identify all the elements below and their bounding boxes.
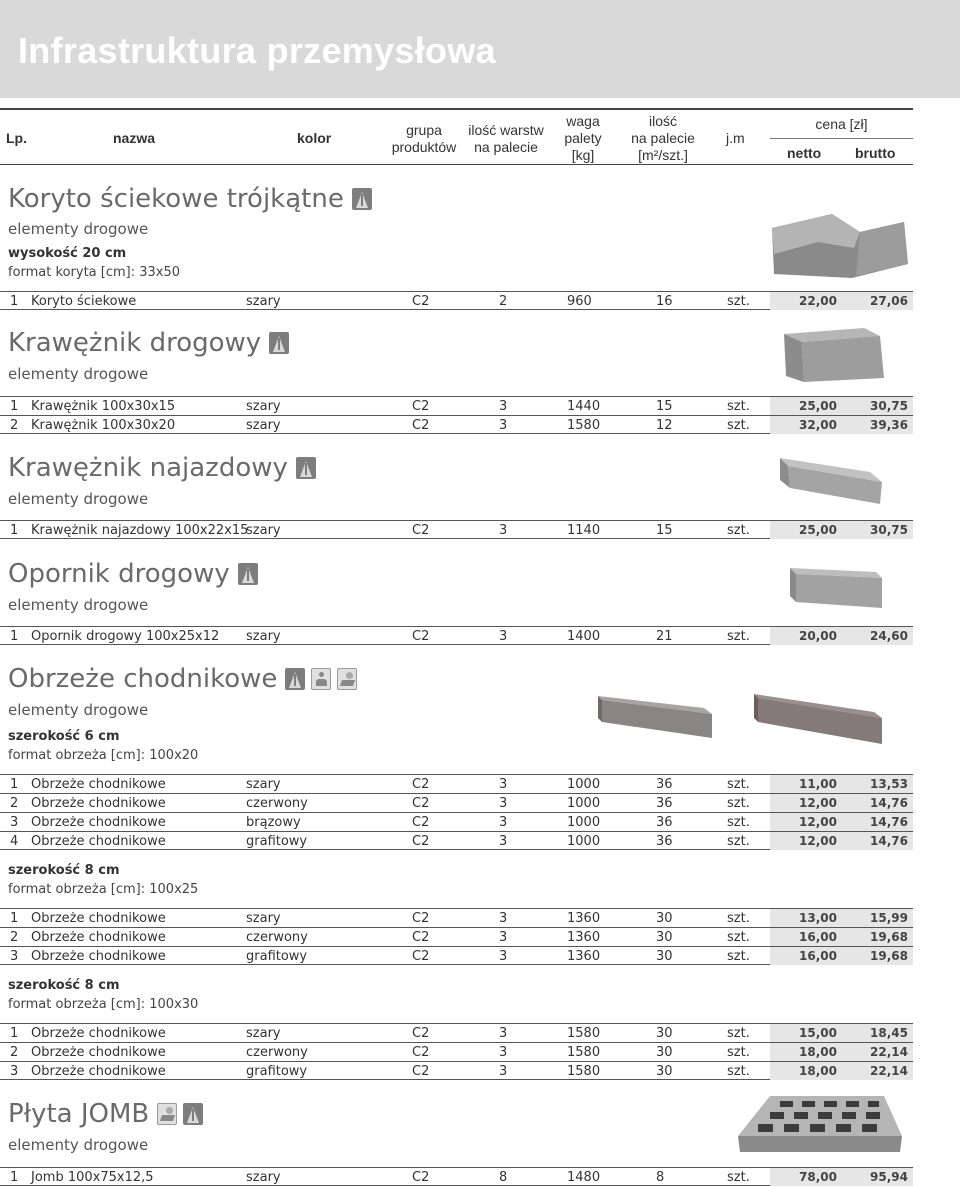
cell-brutto: 95,94	[870, 1170, 908, 1184]
cell-netto: 12,00	[799, 815, 837, 829]
cell-netto: 12,00	[799, 796, 837, 810]
cell-netto: 20,00	[799, 629, 837, 643]
cell-kolor: czerwony	[246, 796, 308, 811]
cell-netto: 15,00	[799, 1026, 837, 1040]
cell-nazwa: Obrzeże chodnikowe	[31, 815, 166, 830]
road-icon	[296, 457, 316, 479]
cell-kolor: grafitowy	[246, 949, 308, 964]
table-row	[0, 831, 913, 850]
cell-jm: szt.	[727, 834, 750, 849]
table-row	[0, 812, 913, 831]
table-header	[0, 108, 913, 165]
cell-nazwa: Krawężnik 100x30x20	[31, 418, 176, 433]
cell-grupa: C2	[412, 629, 430, 644]
cell-nazwa: Krawężnik najazdowy 100x22x15	[31, 523, 249, 538]
cell-lp: 2	[10, 418, 19, 433]
cell-nazwa: Obrzeże chodnikowe	[31, 834, 166, 849]
col-netto: netto	[787, 145, 822, 161]
price-cell	[770, 813, 913, 831]
cell-nazwa: Obrzeże chodnikowe	[31, 1064, 166, 1079]
table-row	[0, 396, 913, 415]
price-cell	[770, 794, 913, 812]
cell-nazwa: Krawężnik 100x30x15	[31, 399, 176, 414]
cell-brutto: 24,60	[870, 629, 908, 643]
cell-nazwa: Obrzeże chodnikowe	[31, 796, 166, 811]
cell-warstw: 8	[499, 1170, 508, 1185]
cell-brutto: 22,14	[870, 1045, 908, 1059]
cell-waga: 960	[567, 294, 592, 309]
section-title	[8, 559, 258, 589]
cell-grupa: C2	[412, 777, 430, 792]
cell-ilosc: 30	[656, 911, 673, 926]
cell-netto: 78,00	[799, 1170, 837, 1184]
cell-lp: 1	[10, 1170, 19, 1185]
road-icon	[269, 332, 289, 354]
cell-brutto: 14,76	[870, 796, 908, 810]
table-row	[0, 908, 913, 927]
cell-grupa: C2	[412, 1170, 430, 1185]
section-title	[8, 453, 316, 483]
cell-jm: szt.	[727, 949, 750, 964]
cell-nazwa: Obrzeże chodnikowe	[31, 911, 166, 926]
table-row	[0, 1023, 913, 1042]
cell-waga: 1440	[567, 399, 601, 414]
cell-kolor: szary	[246, 629, 281, 644]
table-row	[0, 626, 913, 645]
cell-kolor: brązowy	[246, 815, 301, 830]
cell-netto: 32,00	[799, 418, 837, 432]
section-title-text: Krawężnik najazdowy	[8, 453, 288, 483]
page-header	[0, 0, 960, 98]
cell-lp: 1	[10, 399, 19, 414]
cell-warstw: 3	[499, 815, 508, 830]
cell-netto: 16,00	[799, 930, 837, 944]
cell-waga: 1400	[567, 629, 601, 644]
table-row	[0, 927, 913, 946]
cell-ilosc: 16	[656, 294, 673, 309]
cell-jm: szt.	[727, 294, 750, 309]
table-row	[0, 1167, 913, 1186]
cell-brutto: 39,36	[870, 418, 908, 432]
col-waga-line3: [kg]	[571, 147, 595, 163]
cell-waga: 1000	[567, 777, 601, 792]
cell-jm: szt.	[727, 777, 750, 792]
cell-waga: 1360	[567, 911, 601, 926]
cell-netto: 25,00	[799, 523, 837, 537]
cell-waga: 1360	[567, 930, 601, 945]
cell-kolor: grafitowy	[246, 1064, 308, 1079]
product-image-opornik	[786, 562, 886, 614]
cell-brutto: 19,68	[870, 949, 908, 963]
cell-warstw: 3	[499, 1045, 508, 1060]
section-subtitle: elementy drogowe	[8, 1136, 149, 1154]
cell-waga: 1580	[567, 418, 601, 433]
cell-nazwa: Obrzeże chodnikowe	[31, 1045, 166, 1060]
section-title	[8, 664, 357, 694]
variant-format: format obrzeża [cm]: 100x30	[8, 997, 199, 1012]
product-image-kraweznik-drogowy	[780, 322, 888, 386]
col-warstw	[462, 122, 550, 156]
garden-icon	[337, 668, 357, 690]
cell-nazwa: Obrzeże chodnikowe	[31, 949, 166, 964]
cell-warstw: 3	[499, 523, 508, 538]
section-subtitle: elementy drogowe	[8, 701, 149, 719]
cell-jm: szt.	[727, 930, 750, 945]
product-image-koryto	[768, 204, 910, 286]
cell-brutto: 27,06	[870, 294, 908, 308]
cell-jm: szt.	[727, 796, 750, 811]
table-row	[0, 793, 913, 812]
cell-kolor: szary	[246, 523, 281, 538]
product-image-kraweznik-najazdowy	[776, 452, 886, 510]
cell-warstw: 3	[499, 1064, 508, 1079]
price-cell	[770, 1062, 913, 1080]
road-icon	[183, 1103, 203, 1125]
cell-kolor: szary	[246, 418, 281, 433]
product-image-obrzeze-czerwone	[750, 690, 886, 750]
cell-lp: 3	[10, 949, 19, 964]
col-waga-line2: palety	[564, 130, 602, 146]
cell-brutto: 22,14	[870, 1064, 908, 1078]
cell-ilosc: 36	[656, 777, 673, 792]
product-image-jomb	[734, 1092, 906, 1158]
cell-warstw: 3	[499, 930, 508, 945]
cell-netto: 22,00	[799, 294, 837, 308]
cell-waga: 1140	[567, 523, 601, 538]
col-cena: cena [zł]	[770, 110, 913, 139]
col-ilosc-line2: na palecie	[631, 130, 695, 146]
cell-brutto: 13,53	[870, 777, 908, 791]
col-waga-line1: waga	[566, 113, 600, 129]
price-cell	[770, 627, 913, 645]
cell-kolor: czerwony	[246, 930, 308, 945]
col-grupa	[384, 122, 464, 156]
cell-warstw: 3	[499, 796, 508, 811]
cell-ilosc: 36	[656, 834, 673, 849]
section-title-text: Obrzeże chodnikowe	[8, 664, 278, 694]
cell-kolor: szary	[246, 399, 281, 414]
cell-waga: 1480	[567, 1170, 601, 1185]
cell-netto: 16,00	[799, 949, 837, 963]
price-cell	[770, 928, 913, 946]
cell-grupa: C2	[412, 523, 430, 538]
garden-icon	[157, 1103, 177, 1125]
cell-warstw: 3	[499, 1026, 508, 1041]
cell-lp: 2	[10, 930, 19, 945]
cell-waga: 1580	[567, 1026, 601, 1041]
cell-ilosc: 30	[656, 1026, 673, 1041]
cell-grupa: C2	[412, 1026, 430, 1041]
cell-ilosc: 12	[656, 418, 673, 433]
cell-warstw: 3	[499, 399, 508, 414]
cell-kolor: czerwony	[246, 1045, 308, 1060]
cell-lp: 1	[10, 523, 19, 538]
cell-kolor: szary	[246, 777, 281, 792]
price-cell	[770, 1043, 913, 1061]
cell-netto: 18,00	[799, 1064, 837, 1078]
cell-kolor: szary	[246, 1026, 281, 1041]
cell-jm: szt.	[727, 629, 750, 644]
cell-grupa: C2	[412, 834, 430, 849]
variant-label: szerokość 8 cm	[8, 978, 120, 993]
cell-nazwa: Obrzeże chodnikowe	[31, 930, 166, 945]
cell-waga: 1000	[567, 834, 601, 849]
cell-grupa: C2	[412, 1045, 430, 1060]
cell-ilosc: 8	[656, 1170, 665, 1185]
price-cell	[770, 416, 913, 434]
cell-jm: szt.	[727, 1026, 750, 1041]
cell-lp: 1	[10, 629, 19, 644]
cell-lp: 4	[10, 834, 19, 849]
col-jm: j.m	[726, 130, 745, 146]
cell-lp: 1	[10, 777, 19, 792]
road-icon	[352, 188, 372, 210]
cell-grupa: C2	[412, 930, 430, 945]
cell-brutto: 14,76	[870, 834, 908, 848]
cell-ilosc: 15	[656, 523, 673, 538]
cell-jm: szt.	[727, 1064, 750, 1079]
cell-brutto: 15,99	[870, 911, 908, 925]
road-icon	[285, 668, 305, 690]
cell-warstw: 3	[499, 777, 508, 792]
cell-ilosc: 30	[656, 1045, 673, 1060]
cell-nazwa: Obrzeże chodnikowe	[31, 1026, 166, 1041]
cell-grupa: C2	[412, 796, 430, 811]
table-row	[0, 946, 913, 965]
cell-waga: 1580	[567, 1045, 601, 1060]
col-grupa-line2: produktów	[391, 139, 457, 155]
road-icon	[238, 563, 258, 585]
col-ilosc-line3: [m²/szt.]	[638, 147, 688, 163]
cell-grupa: C2	[412, 1064, 430, 1079]
cell-netto: 12,00	[799, 834, 837, 848]
cell-ilosc: 30	[656, 1064, 673, 1079]
cell-warstw: 2	[499, 294, 508, 309]
cell-grupa: C2	[412, 815, 430, 830]
product-image-obrzeze-szare	[594, 690, 718, 748]
price-cell	[770, 1024, 913, 1042]
col-waga	[553, 113, 613, 164]
page-title: Infrastruktura przemysłowa	[18, 30, 496, 71]
col-grupa-line1: grupa	[406, 122, 442, 138]
cell-nazwa: Jomb 100x75x12,5	[31, 1170, 154, 1185]
cell-netto: 13,00	[799, 911, 837, 925]
cell-brutto: 30,75	[870, 523, 908, 537]
section-title-text: Opornik drogowy	[8, 559, 230, 589]
cell-waga: 1000	[567, 796, 601, 811]
cell-brutto: 19,68	[870, 930, 908, 944]
cell-warstw: 3	[499, 911, 508, 926]
cell-kolor: grafitowy	[246, 834, 308, 849]
cell-kolor: szary	[246, 294, 281, 309]
price-cell	[770, 832, 913, 850]
cell-lp: 2	[10, 1045, 19, 1060]
col-lp: Lp.	[6, 130, 27, 146]
col-kolor: kolor	[297, 130, 332, 146]
table-row	[0, 520, 913, 539]
cell-lp: 1	[10, 294, 19, 309]
cell-grupa: C2	[412, 949, 430, 964]
cell-nazwa: Obrzeże chodnikowe	[31, 777, 166, 792]
col-brutto: brutto	[855, 145, 896, 161]
table-row	[0, 415, 913, 434]
col-warstw-line1: ilość warstw	[468, 122, 544, 138]
cell-ilosc: 36	[656, 815, 673, 830]
variant-format: format obrzeża [cm]: 100x20	[8, 748, 199, 763]
col-nazwa: nazwa	[113, 130, 156, 146]
variant-label: szerokość 6 cm	[8, 729, 120, 744]
section-subtitle: elementy drogowe	[8, 596, 149, 614]
cell-ilosc: 36	[656, 796, 673, 811]
cell-grupa: C2	[412, 911, 430, 926]
variant-format: format koryta [cm]: 33x50	[8, 265, 181, 280]
cell-grupa: C2	[412, 399, 430, 414]
cell-kolor: szary	[246, 911, 281, 926]
col-ilosc	[622, 113, 704, 164]
cell-waga: 1360	[567, 949, 601, 964]
cell-grupa: C2	[412, 418, 430, 433]
cell-lp: 1	[10, 1026, 19, 1041]
cell-jm: szt.	[727, 1170, 750, 1185]
col-ilosc-line1: ilość	[648, 113, 677, 129]
cell-waga: 1000	[567, 815, 601, 830]
cell-jm: szt.	[727, 1045, 750, 1060]
section-title-text: Koryto ściekowe trójkątne	[8, 184, 344, 214]
price-cell	[770, 1168, 913, 1186]
cell-lp: 2	[10, 796, 19, 811]
cell-nazwa: Opornik drogowy 100x25x12	[31, 629, 220, 644]
cell-brutto: 14,76	[870, 815, 908, 829]
cell-warstw: 3	[499, 418, 508, 433]
cell-lp: 1	[10, 911, 19, 926]
cell-jm: szt.	[727, 523, 750, 538]
section-title	[8, 328, 289, 358]
cell-ilosc: 30	[656, 949, 673, 964]
table-row	[0, 291, 913, 310]
cell-jm: szt.	[727, 815, 750, 830]
cell-lp: 3	[10, 815, 19, 830]
variant-label: wysokość 20 cm	[8, 246, 127, 261]
table-row	[0, 1042, 913, 1061]
cell-waga: 1580	[567, 1064, 601, 1079]
col-warstw-line2: na palecie	[474, 139, 538, 155]
section-title	[8, 184, 372, 214]
price-cell	[770, 292, 913, 310]
cell-lp: 3	[10, 1064, 19, 1079]
cell-grupa: C2	[412, 294, 430, 309]
cell-warstw: 3	[499, 629, 508, 644]
cell-brutto: 18,45	[870, 1026, 908, 1040]
pedestrian-icon	[311, 668, 331, 690]
cell-kolor: szary	[246, 1170, 281, 1185]
cell-netto: 25,00	[799, 399, 837, 413]
section-title	[8, 1099, 203, 1129]
variant-label: szerokość 8 cm	[8, 863, 120, 878]
cell-netto: 11,00	[799, 777, 837, 791]
price-cell	[770, 947, 913, 965]
table-row	[0, 774, 913, 793]
cell-jm: szt.	[727, 399, 750, 414]
cell-nazwa: Koryto ściekowe	[31, 294, 137, 309]
table-row	[0, 1061, 913, 1080]
cell-ilosc: 21	[656, 629, 673, 644]
cell-warstw: 3	[499, 834, 508, 849]
cell-warstw: 3	[499, 949, 508, 964]
section-subtitle: elementy drogowe	[8, 365, 149, 383]
price-cell	[770, 397, 913, 415]
cell-jm: szt.	[727, 418, 750, 433]
section-subtitle: elementy drogowe	[8, 220, 149, 238]
cell-netto: 18,00	[799, 1045, 837, 1059]
section-subtitle: elementy drogowe	[8, 490, 149, 508]
price-cell	[770, 909, 913, 927]
cell-brutto: 30,75	[870, 399, 908, 413]
cell-ilosc: 30	[656, 930, 673, 945]
section-title-text: Płyta JOMB	[8, 1099, 150, 1129]
cell-jm: szt.	[727, 911, 750, 926]
cell-ilosc: 15	[656, 399, 673, 414]
variant-format: format obrzeża [cm]: 100x25	[8, 882, 199, 897]
price-cell	[770, 775, 913, 793]
price-cell	[770, 521, 913, 539]
section-title-text: Krawężnik drogowy	[8, 328, 262, 358]
